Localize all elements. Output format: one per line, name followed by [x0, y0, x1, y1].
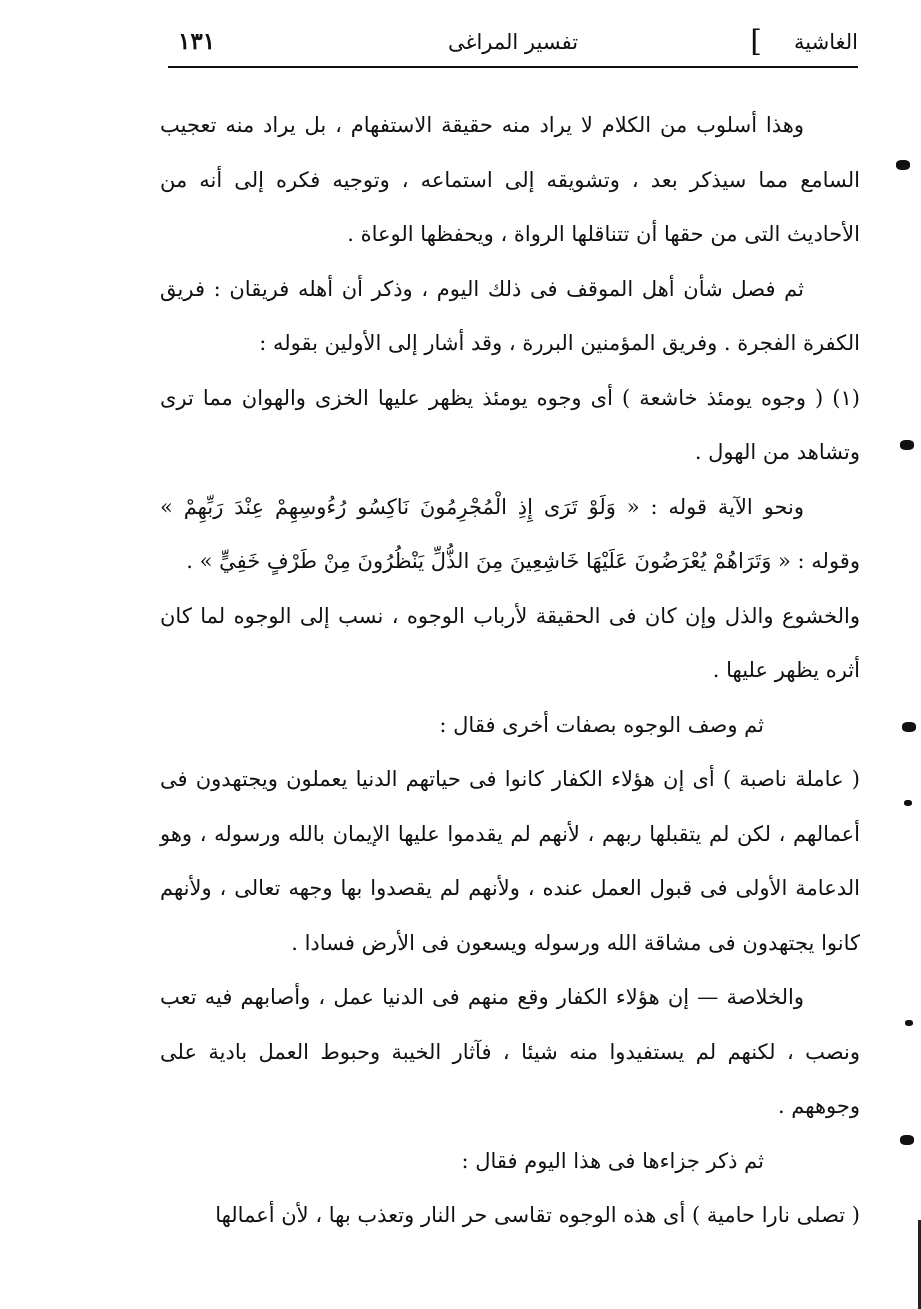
margin-ink-spot [905, 1020, 913, 1026]
margin-ink-spot [896, 160, 910, 170]
paragraph-humility: والخشوع والذل وإن كان فى الحقيقة لأرباب الوجوه ، نسب إلى الوجوه لما كان أثره يظهر عليها . [160, 603, 860, 682]
paragraph-summary: والخلاصة — إن هؤلاء الكفار وقع منهم فى الدنيا عمل ، وأصابهم فيه تعب ونصب ، لكنهم لم يستفيدوا منه شيئا ، فآثار الخيبة وحبوط العمل بادية على وجوههم . [160, 985, 860, 1118]
book-title: تفسير المراغى [447, 30, 579, 54]
paragraph-verse-1: (١) ( وجوه يومئذ خاشعة ) أى وجوه يومئذ يظهر عليها الخزى والهوان مما ترى وتشاهد من الهول . [160, 385, 860, 464]
margin-ink-spot [900, 440, 914, 450]
paragraph-verse-working: ( عاملة ناصبة ) أى إن هؤلاء الكفار كانوا فى حياتهم الدنيا يعملون ويجتهدون فى أعمالهم ، لكن لم يتقبلها ربهم ، لأنهم لم يقدموا عليها الإيمان بالله ورسوله ، وهو الدعامة الأولى فى قبول العمل عنده ، ولأنهم لم يقصدوا بها وجهه تعالى ، ولأنهم كانوا يجتهدون فى مشاقة الله ورسوله ويسعون فى الأرض فسادا . [160, 767, 860, 955]
header-bracket: ] [750, 24, 762, 59]
page-number: ١٣١ [178, 28, 216, 55]
margin-ink-spot [902, 722, 916, 732]
paragraph-verse-fire: ( تصلى نارا حامية ) أى هذه الوجوه تقاسى حر النار وتعذب بها ، لأن أعمالها [215, 1203, 860, 1227]
surah-name: الغاشية [794, 30, 858, 54]
paragraph-two-groups: ثم فصل شأن أهل الموقف فى ذلك اليوم ، وذكر أن أهله فريقان : فريق الكفرة الفجرة . وفريق المؤمنين البررة ، وقد أشار إلى الأولين بقوله : [160, 276, 860, 355]
paragraph-similar-verses: ونحو الآية قوله : « وَلَوْ تَرَى إِذِ الْمُجْرِمُونَ نَاكِسُو رُءُوسِهِمْ عِنْدَ رَبِّهِمْ » وقوله : « وَتَرَاهُمْ يُعْرَضُونَ عَلَيْهَا خَاشِعِينَ مِنَ الذُّلِّ يَنْظُرُونَ مِنْ طَرْفٍ خَفِيٍّ » . [160, 494, 860, 573]
paragraph-further-description: ثم وصف الوجوه بصفات أخرى فقال : [439, 712, 764, 737]
page-header [168, 24, 858, 68]
header-rule [168, 66, 858, 68]
margin-ink-spot [900, 1135, 914, 1145]
page-body [160, 98, 860, 1243]
paragraph-recompense: ثم ذكر جزاءها فى هذا اليوم فقال : [461, 1148, 764, 1173]
margin-ink-spot [904, 800, 912, 806]
paragraph-intro: وهذا أسلوب من الكلام لا يراد منه حقيقة الاستفهام ، بل يراد منه تعجيب السامع مما سيذكر بعد ، وتشويقه إلى استماعه ، وتوجيه فكره إلى أنه من الأحاديث التى من حقها أن تتناقلها الرواة ، ويحفظها الوعاة . [160, 113, 860, 246]
